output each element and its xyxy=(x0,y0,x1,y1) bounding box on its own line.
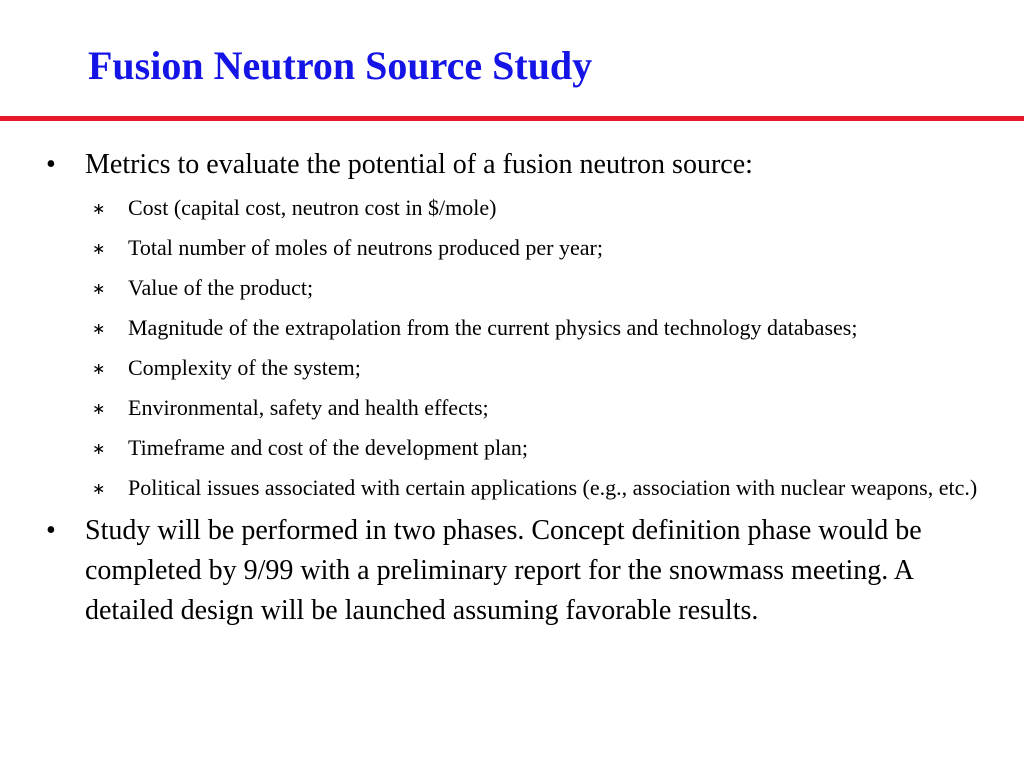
asterisk-bullet-icon: ∗ xyxy=(92,319,106,338)
sub-bullet-item xyxy=(84,231,996,265)
slide-title: Fusion Neutron Source Study xyxy=(88,43,593,88)
sub-bullet-item xyxy=(84,271,996,305)
bullet-marker: • xyxy=(46,515,56,546)
bullet-item-metrics xyxy=(46,145,996,505)
asterisk-bullet-icon: ∗ xyxy=(92,239,106,258)
sub-bullet-item xyxy=(84,311,996,345)
bullet-item-study-phases xyxy=(46,511,996,631)
sub-bullet-text: Political issues associated with certain applications (e.g., association with nuclear weapons, etc.) xyxy=(128,475,978,500)
asterisk-bullet-icon: ∗ xyxy=(92,399,106,418)
sub-bullet-item xyxy=(84,391,996,425)
sub-bullet-text: Timeframe and cost of the development plan; xyxy=(128,435,528,460)
title-divider xyxy=(0,116,1024,121)
sub-bullet-text: Total number of moles of neutrons produced per year; xyxy=(128,235,603,260)
sub-bullet-text: Complexity of the system; xyxy=(128,355,361,380)
slide-body xyxy=(46,145,996,631)
sub-bullet-text: Environmental, safety and health effects; xyxy=(128,395,489,420)
sub-bullet-text: Magnitude of the extrapolation from the current physics and technology databases; xyxy=(128,315,858,340)
asterisk-bullet-icon: ∗ xyxy=(92,479,106,498)
sub-bullet-text: Value of the product; xyxy=(128,275,314,300)
asterisk-bullet-icon: ∗ xyxy=(92,439,106,458)
asterisk-bullet-icon: ∗ xyxy=(92,199,106,218)
sub-bullet-item xyxy=(84,191,996,225)
sub-bullet-item xyxy=(84,351,996,385)
sub-bullet-list xyxy=(85,191,996,505)
sub-bullet-item xyxy=(84,431,996,465)
bullet-list xyxy=(46,145,996,631)
sub-bullet-item xyxy=(84,471,996,505)
bullet-text: Metrics to evaluate the potential of a fusion neutron source: xyxy=(85,149,753,180)
bullet-marker: • xyxy=(46,149,56,180)
bullet-text: Study will be performed in two phases. Concept definition phase would be completed by 9/99 with a preliminary report for the snowmass meeting. A detailed design will be launched assuming favorable results. xyxy=(85,515,922,626)
asterisk-bullet-icon: ∗ xyxy=(92,279,106,298)
asterisk-bullet-icon: ∗ xyxy=(92,359,106,378)
sub-bullet-text: Cost (capital cost, neutron cost in $/mole) xyxy=(128,195,497,220)
